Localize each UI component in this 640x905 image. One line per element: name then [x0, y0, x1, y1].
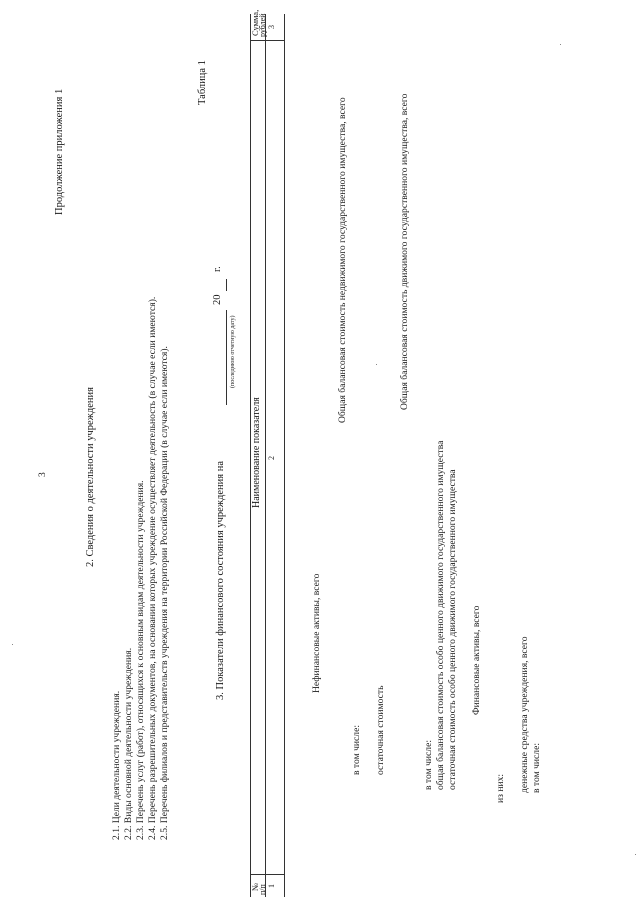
col-number-2: 2 [267, 456, 276, 460]
col-number-3: 3 [267, 25, 276, 29]
year-line [226, 279, 227, 291]
header-col3-line1: Сумма, [250, 9, 260, 36]
col-divider-1 [250, 874, 284, 875]
scan-speck [376, 364, 377, 365]
scan-speck [12, 644, 13, 645]
section2-heading: 2. Сведения о деятельности учреждения [85, 387, 96, 567]
table-row: в том числе: [531, 742, 542, 793]
table-row: Финансовые активы, всего [471, 605, 482, 715]
header-col1-line1: № [250, 882, 260, 891]
section2-item-4: 2.4. Перечень разрешительных документов, на основании которых учреждение осуществляет деятельность (в случае если имеются). [147, 296, 158, 840]
col-number-1: 1 [267, 884, 276, 888]
col-divider-2 [250, 40, 284, 41]
section2-item-1: 2.1. Цели деятельности учреждения. [111, 690, 122, 840]
report-date-line [226, 310, 227, 405]
year-prefix: 20 [212, 294, 223, 305]
section2-item-5: 2.5. Перечень филиалов и представительств учреждения на территории Российской Федерации (в случае если имеются). [159, 346, 170, 840]
section2-item-3: 2.3. Перечень услуг (работ), относящихся к основным видам деятельности учреждения. [135, 480, 146, 840]
year-suffix: г. [212, 266, 223, 272]
table-row: остаточная стоимость [375, 685, 386, 775]
scan-speck [560, 44, 561, 45]
table-row: Нефинансовые активы, всего [311, 573, 322, 693]
table-row: в том числе: [423, 739, 434, 790]
table-header-border [265, 14, 266, 897]
page-number: 3 [37, 472, 48, 477]
header-col1-line2: п/п [258, 884, 267, 895]
header-col2: Наименование показателя [251, 397, 262, 508]
continuation-note: Продолжение приложения 1 [54, 88, 65, 215]
table-row: Общая балансовая стоимость движимого государственного имущества, всего [399, 93, 410, 410]
table-row: в том числе: [351, 724, 362, 775]
table-label: Таблица 1 [197, 60, 208, 105]
section3-heading: 3. Показатели финансового состояния учреждения на [215, 460, 226, 700]
table-row: остаточная стоимость особо ценного движимого государственного имущества [447, 469, 458, 790]
date-hint: (последнюю отчетную дату) [230, 315, 236, 388]
table-row: Общая балансовая стоимость недвижимого государственного имущества, всего [337, 97, 348, 423]
table-row: денежные средства учреждения, всего [519, 636, 530, 793]
section2-item-2: 2.2. Виды основной деятельности учреждения. [123, 647, 134, 840]
table-row: из них: [495, 773, 506, 803]
scan-speck [635, 854, 636, 855]
table-number-row-border [284, 14, 285, 897]
table-row: общая балансовая стоимость особо ценного движимого государственного имущества [435, 440, 446, 790]
header-col3-line2: рублей [258, 13, 267, 37]
